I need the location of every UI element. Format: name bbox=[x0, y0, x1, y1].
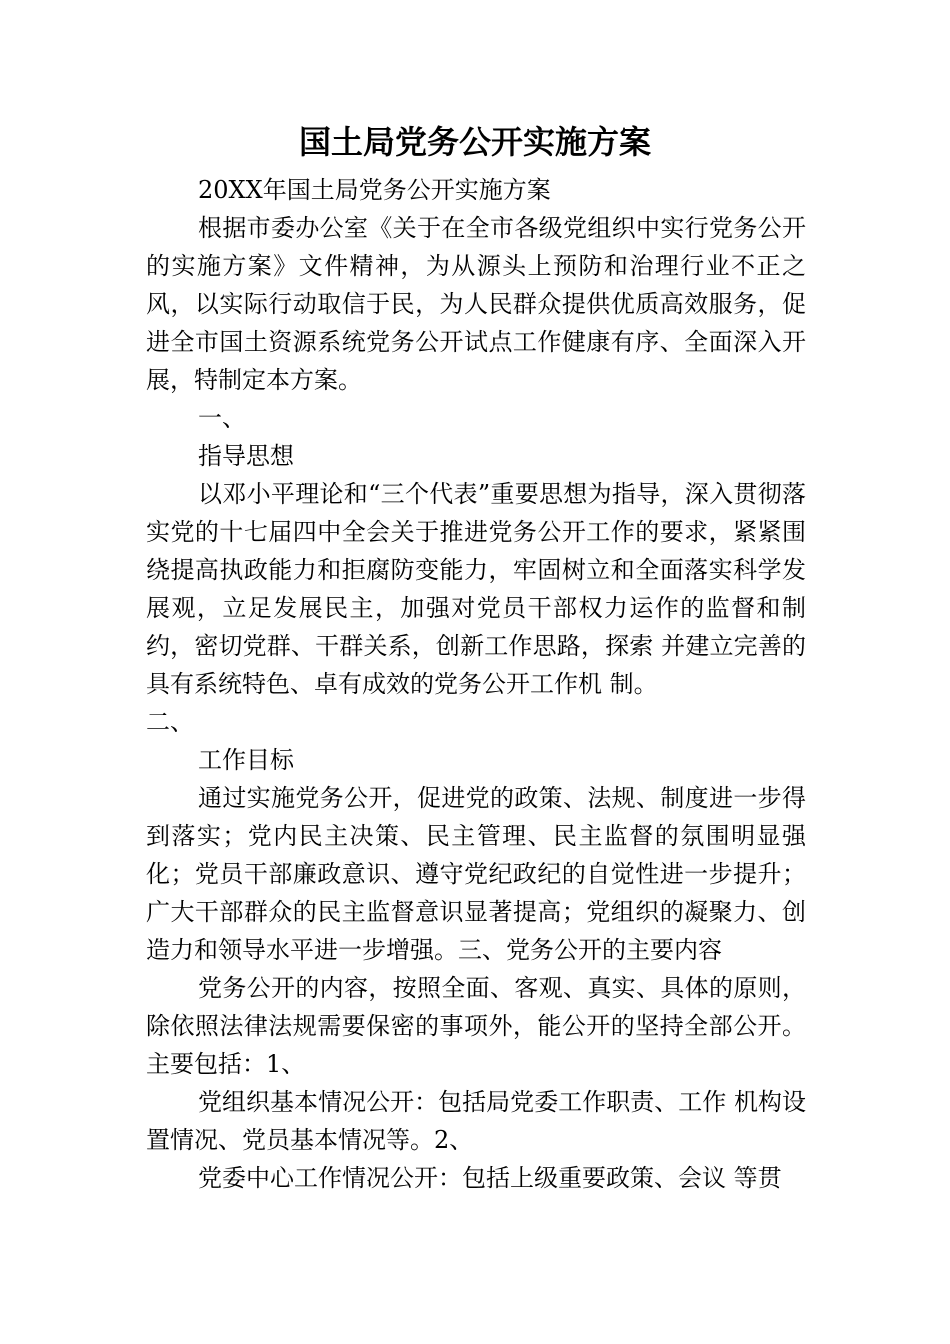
paragraph-guiding-thought: 以邓小平理论和“三个代表”重要思想为指导，深入贯彻落实党的十七届四中全会关于推进党务公开工作的要求，紧紧围绕提高执政能力和拒腐防变能力，牢固树立和全面落实科学发展观，立足发展民主，加强对党员干部权力运作的监督和制约，密切党群、干群关系，创新工作思路，探索 并建立完善的具有系统特色、卓有成效的党务公开工作机 制。 bbox=[146, 480, 806, 698]
paragraph-work-goals: 通过实施党务公开，促进党的政策、法规、制度进一步得到落实；党内民主决策、民主管理、民主监督的氛围明显强化；党员干部廉政意识、遵守党纪政纪的自觉性进一步提升；广大干部群众的民主监督意识显著提高；党组织的凝聚力、创造力和领导水平进一步增强。三、党务公开的主要内容 bbox=[146, 784, 806, 964]
paragraph-item-1: 党组织基本情况公开：包括局党委工作职责、工作 机构设置情况、党员基本情况等。2、 bbox=[146, 1088, 806, 1154]
paragraph-item-2: 党委中心工作情况公开：包括上级重要政策、会议 等贯 bbox=[198, 1164, 782, 1192]
section-number-2: 二、 bbox=[146, 708, 194, 736]
section-heading-work-goals: 工作目标 bbox=[198, 746, 294, 774]
paragraph-main-content: 党务公开的内容，按照全面、客观、真实、具体的原则，除依照法律法规需要保密的事项外，能公开的坚持全部公开。主要包括：1、 bbox=[146, 974, 806, 1078]
paragraph-basis: 根据市委办公室《关于在全市各级党组织中实行党务公开的实施方案》文件精神，为从源头上预防和治理行业不正之风，以实际行动取信于民，为人民群众提供优质高效服务，促进全市国土资源系统党务公开试点工作健康有序、全面深入开展，特制定本方案。 bbox=[146, 214, 806, 394]
paragraph-heading-year: 20XX年国土局党务公开实施方案 bbox=[198, 176, 551, 204]
document-title: 国土局党务公开实施方案 bbox=[298, 123, 651, 161]
document-body bbox=[146, 171, 806, 1197]
section-number-1: 一、 bbox=[198, 404, 246, 432]
section-heading-guiding-thought: 指导思想 bbox=[198, 442, 294, 470]
